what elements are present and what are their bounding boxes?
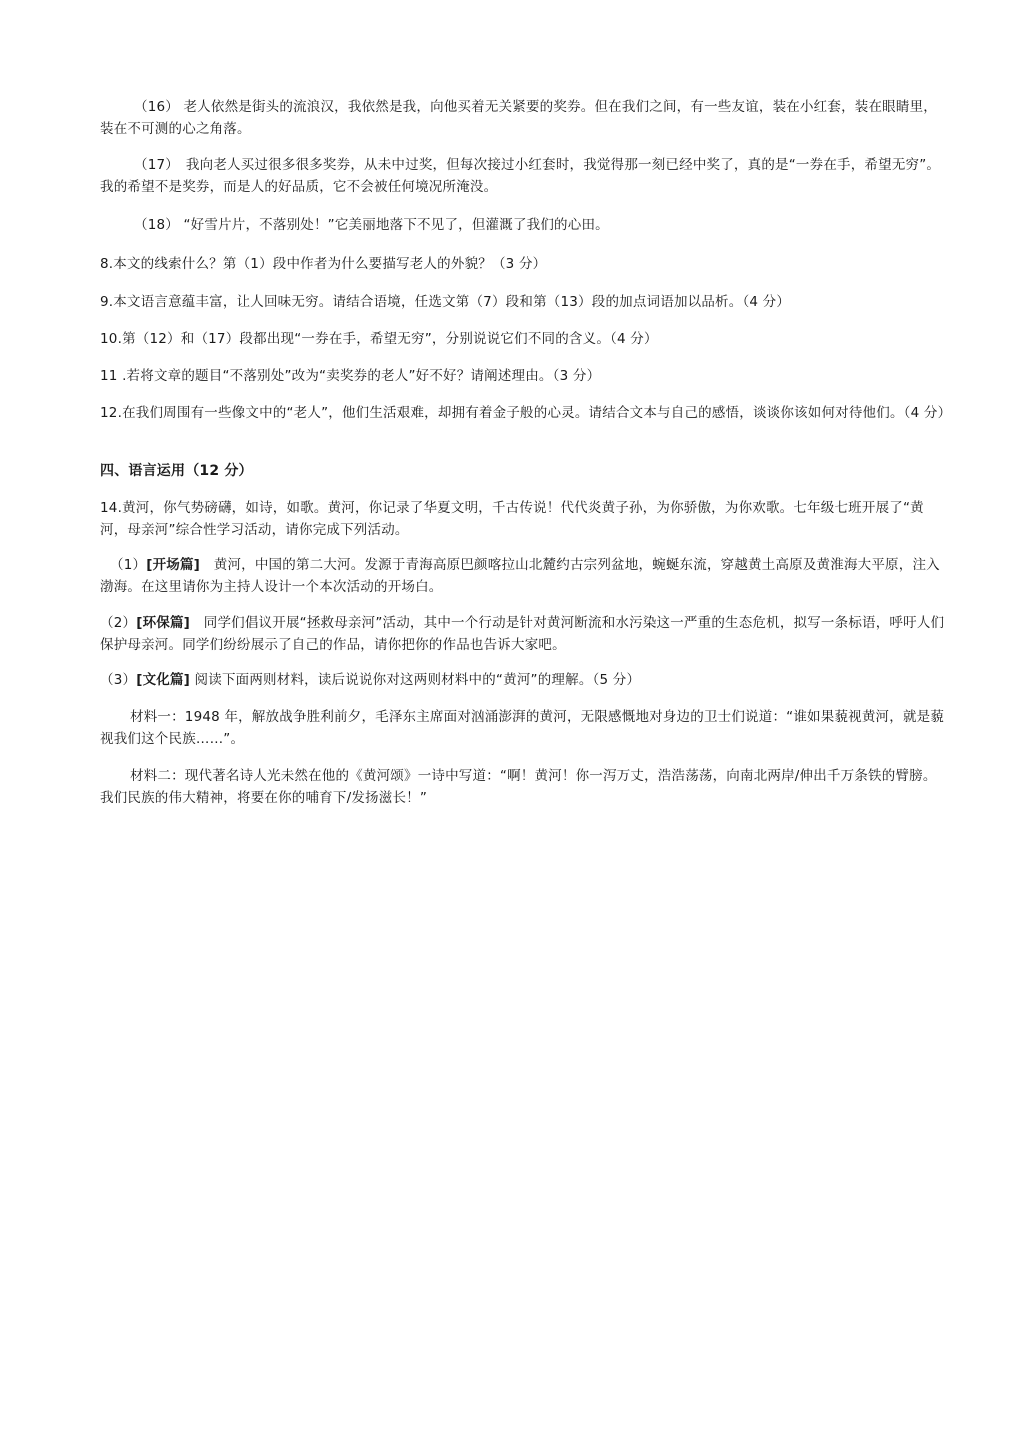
material-1: 材料一：1948 年，解放战争胜利前夕，毛泽东主席面对汹涌澎湃的黄河，无限感慨地对身边的卫士们说道：“谁如果藐视黄河，就是藐视我们这个民族……”。 <box>100 709 945 747</box>
material-2: 材料二：现代著名诗人光未然在他的《黄河颂》一诗中写道：“啊！黄河！你一泻万丈，浩浩荡荡，向南北两岸/伸出千万条铁的臂膀。我们民族的伟大精神，将要在你的哺育下/发扬滋长！” <box>100 768 937 806</box>
paragraph-18: （18） “好雪片片，不落别处！”它美丽地落下不见了，但灌溉了我们的心田。 <box>134 217 609 233</box>
part-1-text: 黄河，中国的第二大河。发源于青海高原巴颜喀拉山北麓约古宗列盆地，蜿蜒东流，穿越黄土高原及黄淮海大平原，注入渤海。在这里请你为主持人设计一个本次活动的开场白。 <box>100 557 940 595</box>
paragraph-16: （16） 老人依然是街头的流浪汉，我依然是我，向他买着无关紧要的奖券。但在我们之间，有一些友谊，装在小红套，装在眼睛里，装在不可测的心之角落。 <box>100 99 937 137</box>
question-9: 9.本文语言意蕴丰富，让人回味无穷。请结合语境，任选文第（7）段和第（13）段的加点词语加以品析。（4 分） <box>100 294 791 310</box>
question-11: 11 .若将文章的题目“不落别处”改为“卖奖券的老人”好不好？请阐述理由。（3 分） <box>100 368 601 384</box>
part-3-text: 阅读下面两则材料，读后说说你对这两则材料中的“黄河”的理解。（5 分） <box>190 672 641 688</box>
part-2-environment <box>100 612 945 656</box>
part-2-prefix: （2） <box>100 615 137 631</box>
question-8: 8.本文的线索什么？第（1）段中作者为什么要描写老人的外貌？（3 分） <box>100 256 547 272</box>
paragraph-17: （17） 我向老人买过很多很多奖券，从未中过奖，但每次接过小红套时，我觉得那一刻已经中奖了，真的是“一券在手，希望无穷”。我的希望不是奖券，而是人的好品质，它不会被任何境况所淹没。 <box>100 157 941 195</box>
part-3-prefix: （3） <box>100 672 137 688</box>
question-14: 14.黄河，你气势磅礴，如诗，如歌。黄河，你记录了华夏文明，千古传说！代代炎黄子孙，为你骄傲，为你欢歌。七年级七班开展了“黄河，母亲河”综合性学习活动，请你完成下列活动。 <box>100 500 924 538</box>
part-3-tag: [文化篇] <box>136 672 191 688</box>
question-10: 10.第（12）和（17）段都出现“一券在手，希望无穷”，分别说说它们不同的含义。（4 分） <box>100 331 658 347</box>
part-1-opening <box>100 554 945 598</box>
section-heading: 四、语言运用（12 分） <box>100 463 253 479</box>
part-3-culture <box>100 669 945 691</box>
part-1-prefix: （1） <box>110 557 147 573</box>
part-2-text: 同学们倡议开展“拯救母亲河”活动，其中一个行动是针对黄河断流和水污染这一严重的生态危机，拟写一条标语，呼吁人们保护母亲河。同学们纷纷展示了自己的作品，请你把你的作品也告诉大家吧。 <box>100 615 945 653</box>
question-12: 12.在我们周围有一些像文中的“老人”，他们生活艰难，却拥有着金子般的心灵。请结合文本与自己的感悟，谈谈你该如何对待他们。（4 分） <box>100 405 952 421</box>
part-1-tag: [开场篇] <box>146 557 201 573</box>
part-2-tag: [环保篇] <box>136 615 191 631</box>
